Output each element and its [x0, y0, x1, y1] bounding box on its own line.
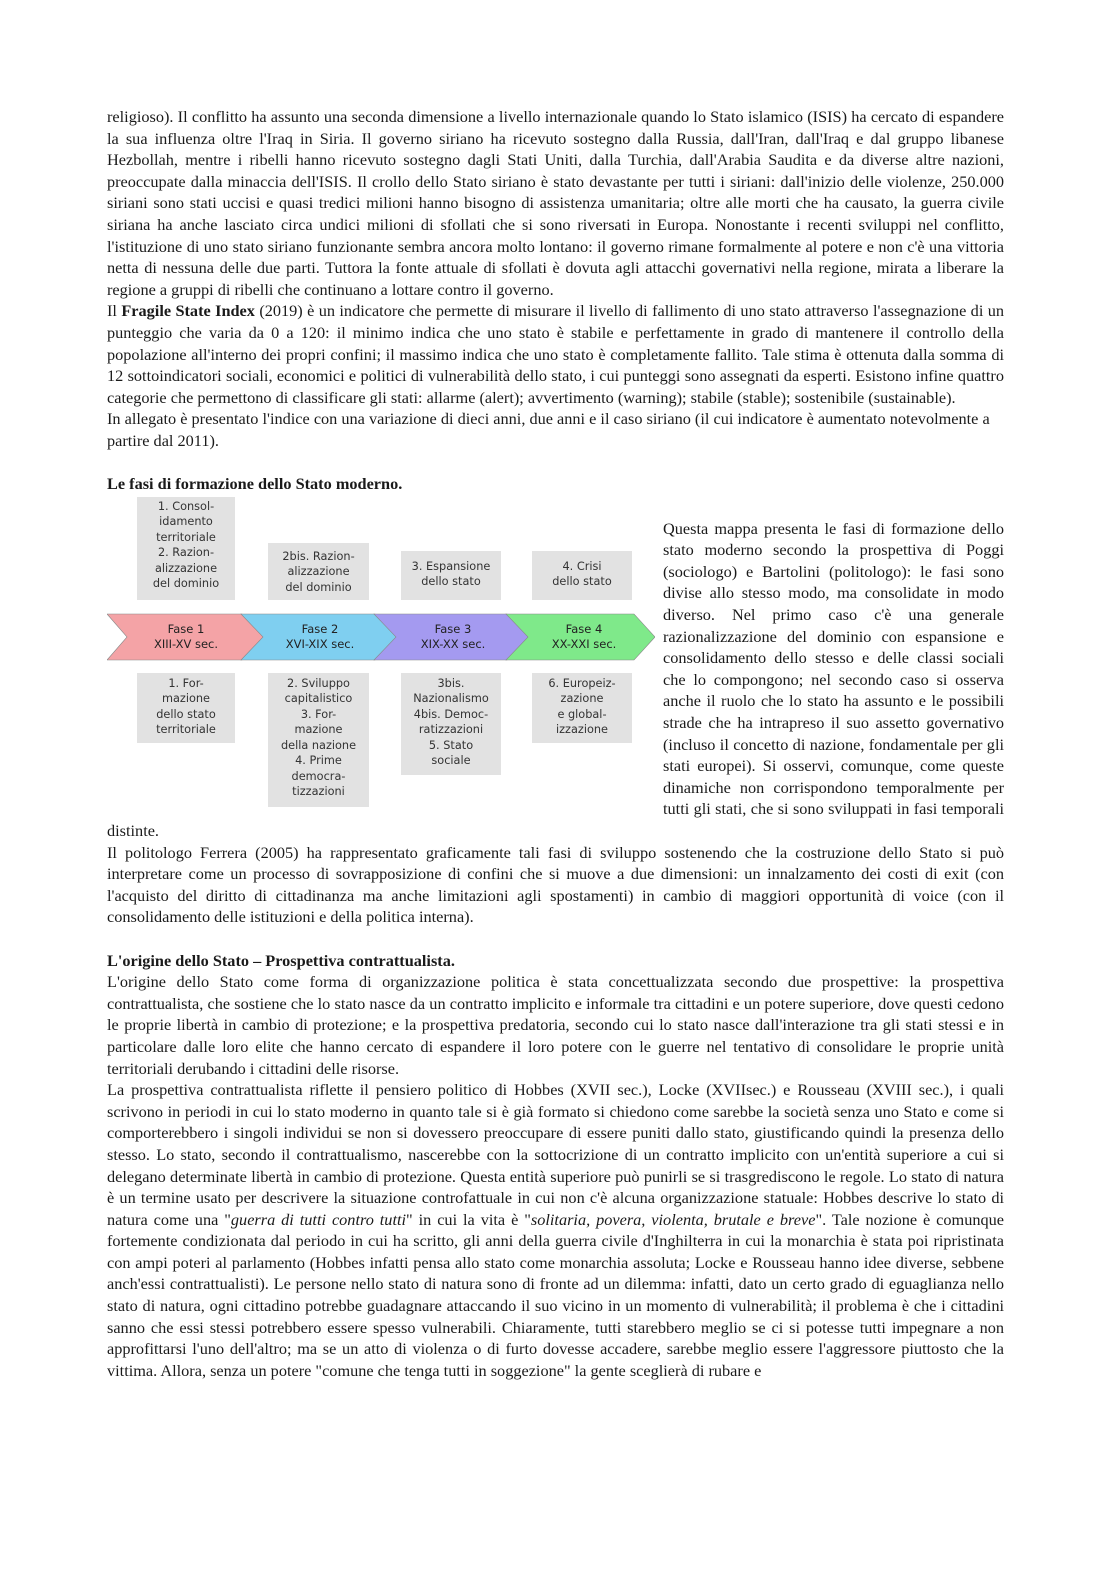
- phase-1-label: Fase 1 XIII-XV sec.: [153, 621, 219, 651]
- paragraph-origin-2: [107, 1079, 1004, 1381]
- top-box-4: 4. Crisi dello stato: [532, 551, 632, 600]
- quote-guerra: guerra di tutti contro tutti: [230, 1209, 407, 1229]
- section-heading-phases: Le fasi di formazione dello Stato moderno.: [107, 474, 403, 494]
- bottom-box-4: 6. Europeiz- zazione e global- izzazione: [532, 673, 632, 743]
- origin-2-text-b: " in cui la vita è ": [406, 1209, 531, 1229]
- bottom-box-3: 3bis. Nazionalismo 4bis. Democ- ratizzazioni 5. Stato sociale: [401, 673, 501, 775]
- fsi-text: (2019) è un indicatore che permette di misurare il livello di fallimento di uno stato attraverso l'assegnazione di un punteggio che varia da 0 a 120: il minimo indica che uno stato è stabile e perfettamente in grado di mantenere il controllo della popolazione all'interno dei propri confini; il massimo indica che uno stato è completamente fallito. Tale stima è ottenuta dalla somma di 12 sottoindicatori sociali, economici e politici di vulnerabilità dello stato, i cui punteggi sono assegnati da esperti. Esistono infine quattro categorie che permettono di classificare gli stati: allarme (alert); avvertimento (warning); stabile (stable); sostenibile (sustainable).: [107, 301, 1005, 407]
- paragraph-fsi-annex: In allegato è presentato l'indice con una variazione di dieci anni, due anni e il caso siriano (il cui indicatore è aumentato notevolmente a partire dal 2011).: [107, 409, 990, 450]
- document-page: [107, 106, 1004, 1381]
- figure-and-text: [107, 497, 1004, 842]
- phase-4-label: Fase 4 XX-XXI sec.: [551, 621, 617, 651]
- section-heading-origin: L'origine dello Stato – Prospettiva contrattualista.: [107, 950, 455, 970]
- origin-2-text-c: ". Tale nozione è comunque fortemente condizionata dal periodo in cui ha scritto, gli anni della guerra civile d'Inghilterra in cui la monarchia è stata poi ripristinata con ampi poteri al parlamento (Hobbes infatti pensa allo stato come monarchia assoluta; Locke e Rousseau hanno idee diverse, sebbene anch'essi contrattualisti). Le persone nello stato di natura sono di fronte ad un dilemma: infatti, dato un certo grado di eguaglianza nello stato di natura, ogni cittadino potrebbe guadagnare attaccando il suo vicino in un momento di vulnerabilità; il problema è che i cittadini sanno che essi stessi potrebbero essere spesso vulnerabili. Chiaramente, tutti starebbero meglio se ci si potesse tutti impegnare a non approfittarsi l'uno dell'altro; ma se un atto di violenza o di furto dovesse accadere, sarebbe meglio essere l'aggressore piuttosto che la vittima. Allora, senza un potere "comune che tenga tutti in soggezione" la gente sceglierà di rubare e: [107, 1209, 1004, 1380]
- top-box-1: 1. Consol- idamento territoriale 2. Razion- alizzazione del dominio: [137, 497, 235, 600]
- phases-diagram: [107, 497, 655, 811]
- paragraph-syria: religioso). Il conflitto ha assunto una seconda dimensione a livello internazionale quando lo Stato islamico (ISIS) ha cercato di espandere la sua influenza oltre l'Iraq in Siria. Il governo siriano ha ricevuto sostegno dalla Russia, dall'Iran, dall'Iraq e dal gruppo libanese Hezbollah, mentre i ribelli hanno ricevuto sostegno dagli Stati Uniti, dalla Turchia, dall'Arabia Saudita e da diverse altre nazioni, preoccupate dalla minaccia dell'ISIS. Il crollo dello Stato siriano è stato devastante per tutti i siriani: dall'inizio delle violenze, 250.000 siriani sono stati uccisi e quasi tredici milioni hanno bisogno di assistenza umanitaria; oltre alle morti che ha causato, la guerra civile siriana ha anche lasciato circa undici milioni di sfollati che si sono riversati in Europa. Nonostante i recenti sviluppi nel conflitto, l'istituzione di uno stato siriano funzionante sembra ancora molto lontano: il governo rimane formalmente al potere e non c'è una vittoria netta di nessuna delle due parti. Tuttora la fonte attuale di sfollati è dovuta agli attacchi governativi nella regione, mirata a liberare la regione a gruppi di ribelli che continuano a lottare contro il governo.: [107, 107, 1004, 299]
- paragraph-ferrera: Il politologo Ferrera (2005) ha rappresentato graficamente tali fasi di sviluppo sostenendo che la costruzione dello Stato si può interpretare come un processo di sovrapposizione di confini che si muove a due dimensioni: un innalzamento dei costi di exit (con l'acquisto del diritto di cittadinanza ma anche limitazioni agli spostamenti) in cambio di maggiori opportunità di voice (con il consolidamento delle istituzioni e della politica interna).: [107, 842, 1004, 927]
- top-box-2: 2bis. Razion- alizzazione del dominio: [268, 543, 369, 600]
- origin-2-text-a: La prospettiva contrattualista riflette il pensiero politico di Hobbes (XVII sec.), Locke (XVIIsec.) e Rousseau (XVIII sec.), i quali scrivono in periodi in cui lo stato moderno in quanto tale si è già formato si chiedono come sarebbe la società senza uno Stato e come si comporterebbero i singoli individui se non si dovessero preoccupare di essere puniti dallo stato, giustificando quindi la presenza dello stesso. Lo stato, secondo il contrattualismo, nascerebbe con la sottocrizione di un contratto implicito con un'entità superiore a cui si delegano determinate libertà in cambio di protezione. Questa entità superiore può punirli se si trasgrediscono le regole. Lo stato di natura è un termine usato per descrivere la situazione controfattuale in cui non c'è alcuna organizzazione statuale: Hobbes descrive lo stato di natura come una ": [107, 1080, 1004, 1229]
- top-box-3: 3. Espansione dello stato: [401, 551, 501, 600]
- quote-vita: solitaria, povera, violenta, brutale e breve: [530, 1209, 816, 1229]
- bottom-box-1: 1. For- mazione dello stato territoriale: [137, 673, 235, 743]
- phase-3-label: Fase 3 XIX-XX sec.: [420, 621, 486, 651]
- bottom-box-2: 2. Sviluppo capitalistico 3. For- mazione della nazione 4. Prime democra- tizzazioni: [268, 673, 369, 807]
- paragraph-origin-1: L'origine dello Stato come forma di organizzazione politica è stata concettualizzata secondo due prospettive: la prospettiva contrattualista, che sostiene che lo stato nasce da un contratto implicito e informale tra cittadini e un potere superiore, dove questi cedono le proprie libertà in cambio di protezione; e la prospettiva predatoria, secondo cui lo stato nasce dall'interazione tra gli stati stessi e in particolare dalle loro elite che hanno cercato di espandere il loro potere con le guerre nel tentativo di consolidare le proprie unità territoriali derubando i cittadini delle risorse.: [107, 972, 1004, 1078]
- fsi-term: Fragile State Index: [121, 301, 255, 321]
- paragraph-fsi: [107, 300, 1004, 408]
- phase-2-label: Fase 2 XVI-XIX sec.: [285, 621, 355, 651]
- map-description-text: Questa mappa presenta le fasi di formazione dello stato moderno secondo la prospettiva di Poggi (sociologo) e Bartolini (politologo): le fasi sono divise allo stesso modo, ma consolidate in modo diverso. Nel primo caso c'è una generale razionalizzazione del dominio con espansione e consolidamento dello stesso e delle classi sociali che lo compongono; nel secondo caso si osserva anche il ruolo che lo stato ha assunto e le possibili strade che ha intrapreso il suo assetto governativo (incluso il concetto di nazione, fondamentale per gli stati europei). Si osservi, comunque, come queste dinamiche non corrispondono temporalmente per tutti gli stati, che si sono sviluppati in fasi temporali distinte.: [107, 518, 1004, 840]
- fsi-prefix: Il: [107, 301, 122, 321]
